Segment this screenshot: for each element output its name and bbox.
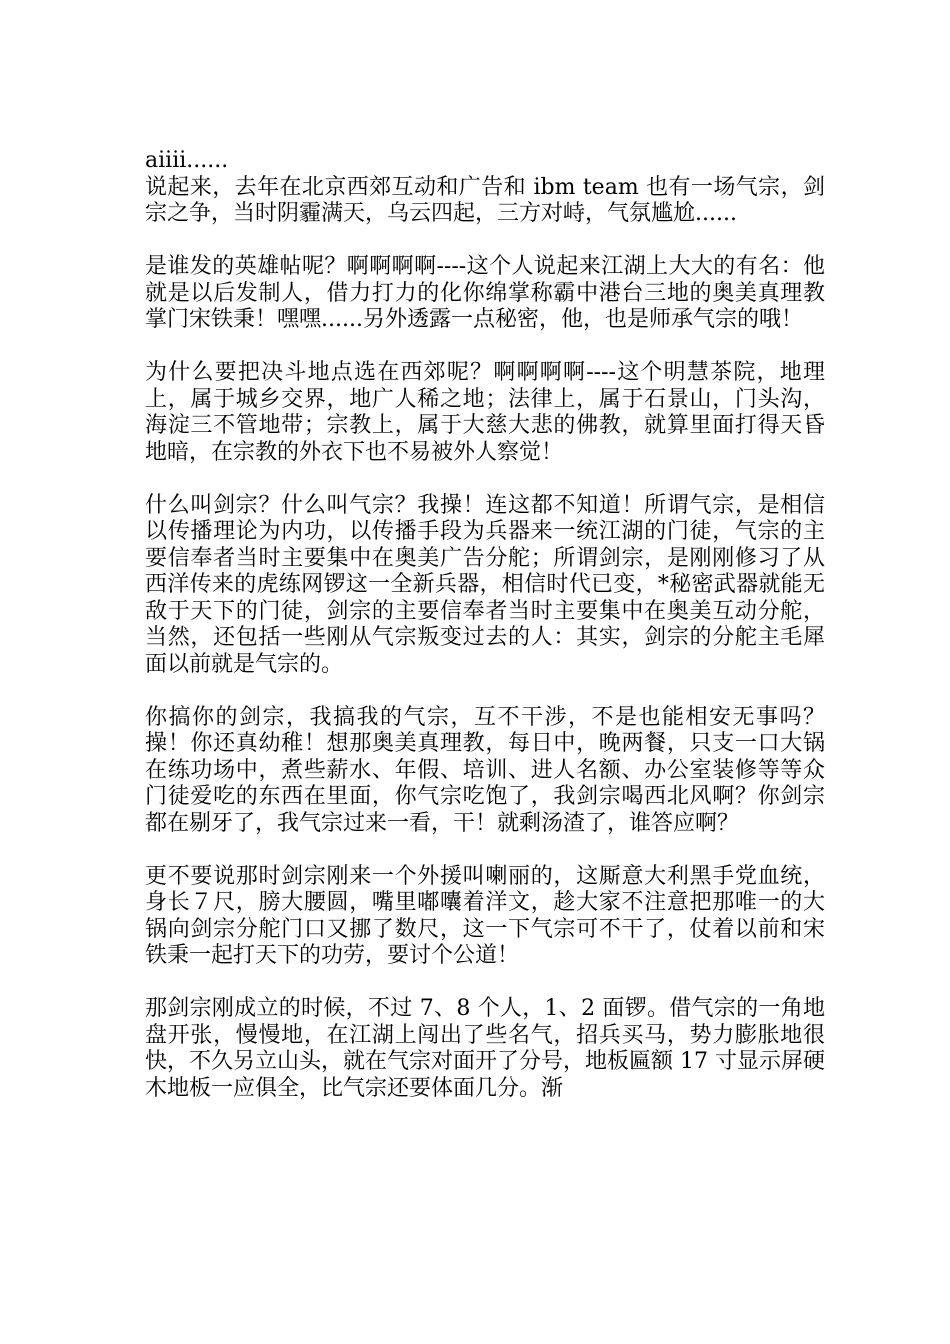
paragraph-1: aiiii......	[145, 148, 229, 173]
paragraph-5: 什么叫剑宗？什么叫气宗？我操！连这都不知道！所谓气宗，是相信以传播理论为内功，以传播手段为兵器来一统江湖的门徒，气宗的主要信奉者当时主要集中在奥美广告分舵；所谓剑宗，是刚刚修习了从西洋传来的虎练网锣这一全新兵器，相信时代已变，*秘密武器就能无敌于天下的门徒，剑宗的主要信奉者当时主要集中在奥美互动分舵，当然，还包括一些刚从气宗叛变过去的人：其实，剑宗的分舵主毛犀面以前就是气宗的。	[145, 492, 825, 677]
paragraph-2: 说起来，去年在北京西郊互动和广告和 ibm team 也有一场气宗，剑宗之争，当时阴霾满天，乌云四起，三方对峙，气氛尴尬......	[145, 174, 825, 226]
paragraph-7: 更不要说那时剑宗刚来一个外援叫喇丽的，这厮意大利黑手党血统，身长７尺，膀大腰圆，嘴里嘟囔着洋文，趁大家不注意把那唯一的大锅向剑宗分舵门口又挪了数尺，这一下气宗可不干了，仗着以前和宋铁秉一起打天下的功劳，要讨个公道！	[145, 863, 825, 968]
document-body	[145, 148, 825, 1129]
paragraph-8: 那剑宗刚成立的时候，不过 7、8 个人，1、2 面锣。借气宗的一角地盘开张，慢慢地，在江湖上闯出了些名气，招兵买马，势力膨胀地很快，不久另立山头，就在气宗对面开了分号，地板匾额 17 寸显示屏硬木地板一应俱全，比气宗还要体面几分。渐	[145, 996, 825, 1101]
paragraph-3: 是谁发的英雄帖呢？啊啊啊啊----这个人说起来江湖上大大的有名：他就是以后发制人，借力打力的化你绵掌称霸中港台三地的奥美真理教掌门宋铁秉！嘿嘿......另外透露一点秘密，他，也是师承气宗的哦！	[145, 254, 825, 332]
paragraph-4: 为什么要把决斗地点选在西郊呢？啊啊啊啊----这个明慧茶院，地理上，属于城乡交界，地广人稀之地；法律上，属于石景山，门头沟，海淀三不管地带；宗教上，属于大慈大悲的佛教，就算里面打得天昏地暗，在宗教的外衣下也不易被外人察觉！	[145, 360, 825, 465]
paragraph-6: 你搞你的剑宗，我搞我的气宗，互不干涉，不是也能相安无事吗？操！你还真幼稚！想那奥美真理教，每日中，晚两餐，只支一口大锅在练功场中，煮些薪水、年假、培训、进人名额、办公室装修等等众门徒爱吃的东西在里面，你气宗吃饱了，我剑宗喝西北风啊？你剑宗都在剔牙了，我气宗过来一看，干！就剩汤渣了，谁答应啊？	[145, 704, 825, 836]
